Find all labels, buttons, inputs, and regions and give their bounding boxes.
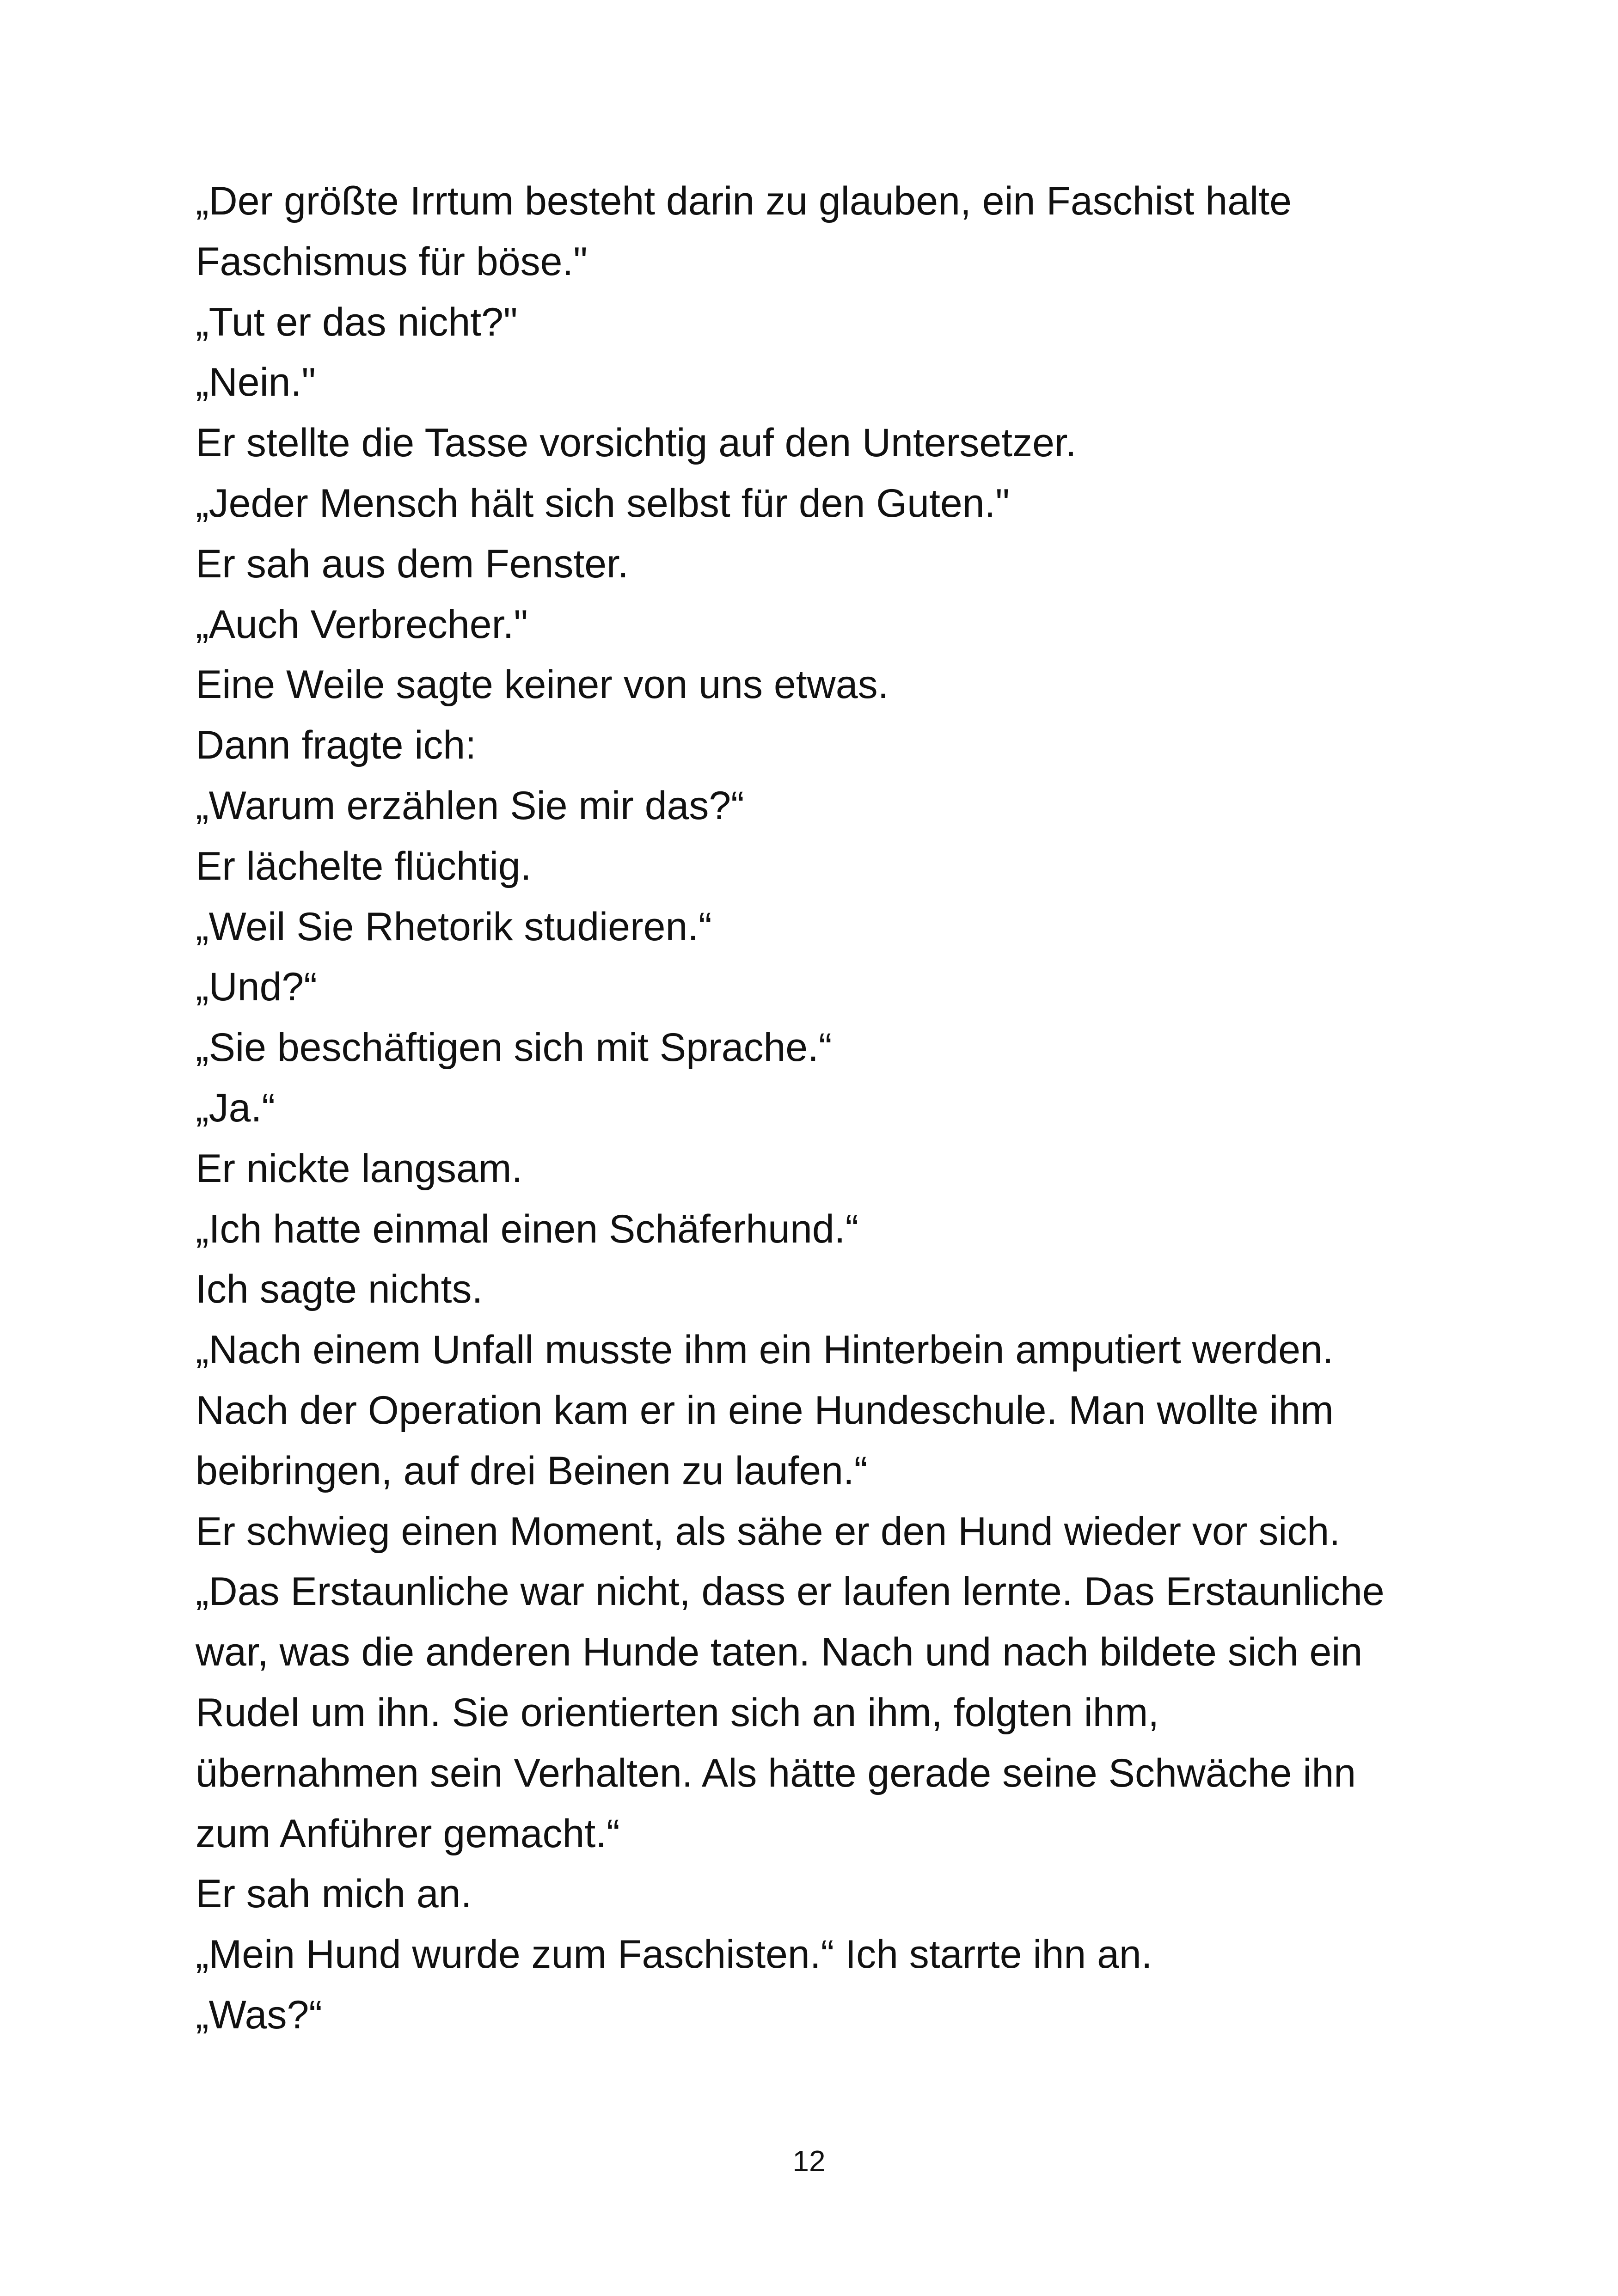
- text-line: „Ich hatte einmal einen Schäferhund.“: [196, 1206, 859, 1251]
- text-line: war, was die anderen Hunde taten. Nach und nach bildete sich ein: [196, 1630, 1363, 1675]
- text-line: Er sah aus dem Fenster.: [196, 541, 629, 586]
- text-line: „Sie beschäftigen sich mit Sprache.“: [196, 1025, 832, 1070]
- text-line: Eine Weile sagte keiner von uns etwas.: [196, 662, 889, 707]
- text-line: „Nach einem Unfall musste ihm ein Hinterbein amputiert werden.: [196, 1328, 1334, 1372]
- text-line: Er nickte langsam.: [196, 1146, 523, 1191]
- text-line: „Und?“: [196, 965, 317, 1010]
- text-line: Rudel um ihn. Sie orientierten sich an ihm, folgten ihm,: [196, 1690, 1159, 1735]
- text-line: Nach der Operation kam er in eine Hundeschule. Man wollte ihm: [196, 1388, 1334, 1433]
- text-line: „Nein.": [196, 360, 316, 405]
- text-line: „Auch Verbrecher.": [196, 602, 528, 647]
- text-line: übernahmen sein Verhalten. Als hätte gerade seine Schwäche ihn: [196, 1751, 1356, 1795]
- text-line: „Ja.“: [196, 1085, 275, 1130]
- text-line: „Warum erzählen Sie mir das?“: [196, 783, 744, 828]
- text-line: Faschismus für böse.": [196, 239, 588, 284]
- text-line: Er stellte die Tasse vorsichtig auf den Untersetzer.: [196, 421, 1077, 465]
- text-line: „Tut er das nicht?": [196, 300, 518, 344]
- text-line: Er schwieg einen Moment, als sähe er den Hund wieder vor sich.: [196, 1509, 1341, 1554]
- text-line: beibringen, auf drei Beinen zu laufen.“: [196, 1448, 868, 1493]
- text-line: Ich sagte nichts.: [196, 1267, 483, 1312]
- text-line: „Jeder Mensch hält sich selbst für den Guten.": [196, 481, 1010, 526]
- text-line: Er sah mich an.: [196, 1872, 472, 1916]
- text-line: „Weil Sie Rhetorik studieren.“: [196, 904, 712, 949]
- text-line: „Das Erstaunliche war nicht, dass er laufen lernte. Das Erstaunliche: [196, 1569, 1385, 1614]
- text-line: Dann fragte ich:: [196, 723, 477, 768]
- text-line: zum Anführer gemacht.“: [196, 1811, 620, 1856]
- text-line: „Mein Hund wurde zum Faschisten.“ Ich starrte ihn an.: [196, 1932, 1152, 1977]
- text-line: „Was?“: [196, 1992, 322, 2037]
- text-line: Er lächelte flüchtig.: [196, 844, 532, 888]
- page-number: 12: [792, 2144, 826, 2178]
- body-text: [196, 171, 1490, 2045]
- text-line: „Der größte Irrtum besteht darin zu glauben, ein Faschist halte: [196, 179, 1292, 223]
